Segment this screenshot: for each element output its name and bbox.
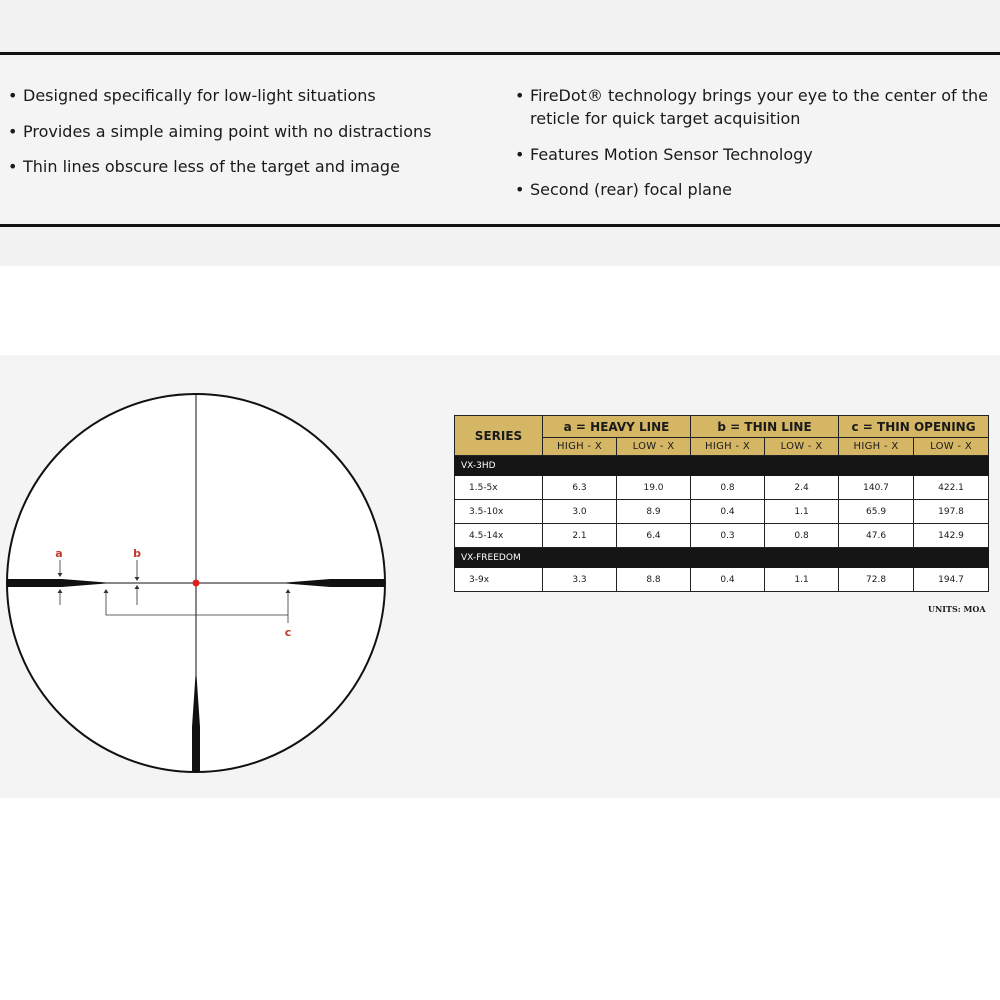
features-list-left — [8, 84, 448, 191]
value-cell: 3.0 — [543, 500, 617, 524]
series-row-vx-3hd: VX-3HD — [455, 456, 989, 476]
model-cell: 3-9x — [455, 568, 543, 592]
subheader: HIGH - X — [543, 438, 617, 456]
value-cell: 72.8 — [839, 568, 914, 592]
subheader: LOW - X — [617, 438, 691, 456]
value-cell: 194.7 — [914, 568, 989, 592]
subheader: HIGH - X — [839, 438, 914, 456]
reticle-spec-table — [454, 415, 989, 592]
units-note: UNITS: MOA — [928, 604, 986, 614]
label-c: c — [284, 626, 292, 639]
table-row — [455, 476, 989, 500]
value-cell: 65.9 — [839, 500, 914, 524]
model-cell: 4.5-14x — [455, 524, 543, 548]
value-cell: 0.4 — [691, 568, 765, 592]
value-cell: 6.3 — [543, 476, 617, 500]
table-row — [455, 524, 989, 548]
top-divider — [0, 52, 1000, 55]
feature-item: • Features Motion Sensor Technology — [515, 143, 995, 166]
value-cell: 197.8 — [914, 500, 989, 524]
group-header-thin-line: b = THIN LINE — [691, 416, 839, 438]
value-cell: 1.1 — [765, 568, 839, 592]
group-header-heavy-line: a = HEAVY LINE — [543, 416, 691, 438]
features-band — [0, 0, 1000, 266]
value-cell: 142.9 — [914, 524, 989, 548]
value-cell: 0.3 — [691, 524, 765, 548]
feature-item: • Provides a simple aiming point with no distractions — [8, 120, 448, 143]
subheader: LOW - X — [914, 438, 989, 456]
value-cell: 1.1 — [765, 500, 839, 524]
bottom-divider — [0, 224, 1000, 227]
value-cell: 0.8 — [765, 524, 839, 548]
value-cell: 422.1 — [914, 476, 989, 500]
feature-item: • Thin lines obscure less of the target and image — [8, 155, 448, 178]
feature-item: • FireDot® technology brings your eye to the center of the reticle for quick target acquisition — [515, 84, 995, 130]
subheader: LOW - X — [765, 438, 839, 456]
value-cell: 0.4 — [691, 500, 765, 524]
firedot-center — [193, 580, 200, 587]
value-cell: 8.9 — [617, 500, 691, 524]
value-cell: 3.3 — [543, 568, 617, 592]
value-cell: 8.8 — [617, 568, 691, 592]
value-cell: 0.8 — [691, 476, 765, 500]
group-header-thin-opening: c = THIN OPENING — [839, 416, 989, 438]
feature-item: • Second (rear) focal plane — [515, 178, 995, 201]
value-cell: 47.6 — [839, 524, 914, 548]
model-cell: 1.5-5x — [455, 476, 543, 500]
value-cell: 2.4 — [765, 476, 839, 500]
subheader: HIGH - X — [691, 438, 765, 456]
series-row-vx-freedom: VX-FREEDOM — [455, 548, 989, 568]
value-cell: 19.0 — [617, 476, 691, 500]
table-row — [455, 500, 989, 524]
features-list-right — [515, 84, 995, 214]
feature-item: • Designed specifically for low-light situations — [8, 84, 448, 107]
label-a: a — [55, 547, 63, 560]
value-cell: 2.1 — [543, 524, 617, 548]
value-cell: 140.7 — [839, 476, 914, 500]
table-row — [455, 568, 989, 592]
series-header: SERIES — [455, 416, 543, 456]
label-b: b — [133, 547, 141, 560]
model-cell: 3.5-10x — [455, 500, 543, 524]
value-cell: 6.4 — [617, 524, 691, 548]
